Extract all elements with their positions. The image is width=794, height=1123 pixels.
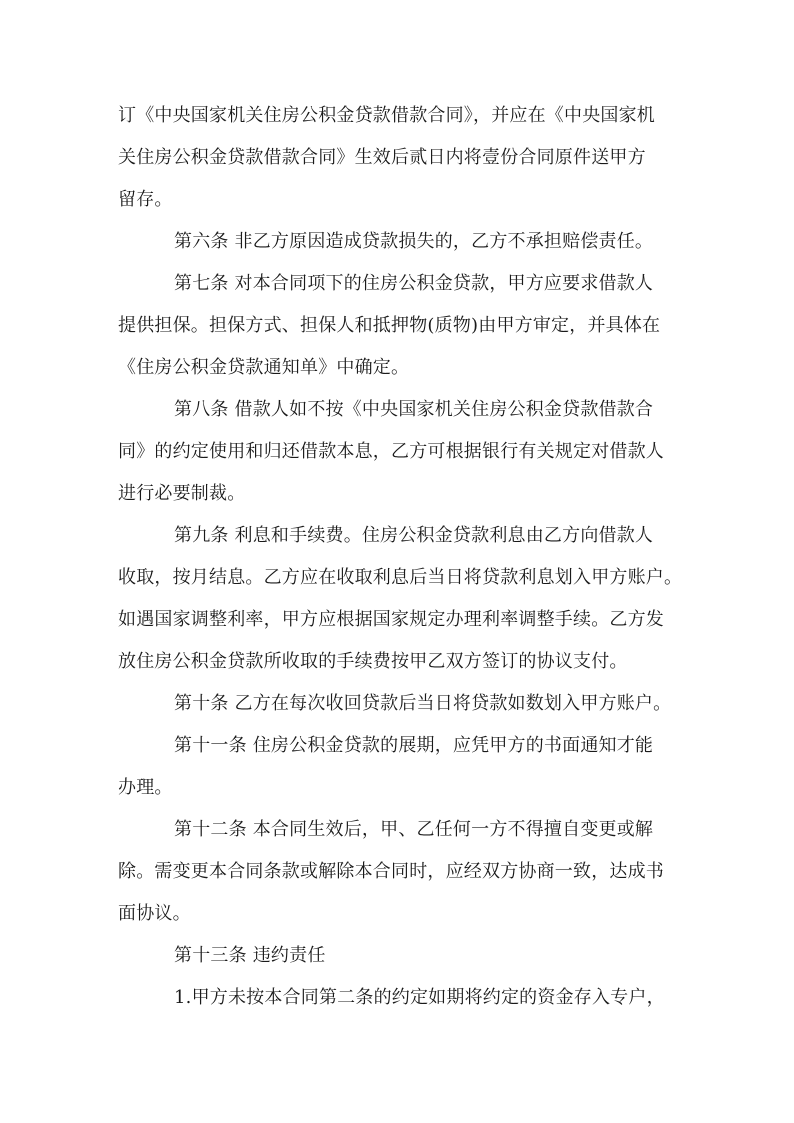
clause-13-heading: 第十三条 违约责任 (174, 945, 326, 966)
clause-8: 第八条 借款人如不按《中央国家机关住房公积金贷款借款合 (174, 399, 654, 420)
text-line: 收取，按月结息。乙方应在收取利息后当日将贷款利息划入甲方账户。 (118, 567, 683, 588)
text-line: 进行必要制裁。 (118, 483, 246, 504)
text-line: 同》的约定使用和归还借款本息，乙方可根据银行有关规定对借款人 (118, 441, 664, 462)
text-line: 如遇国家调整利率，甲方应根据国家规定办理利率调整手续。乙方发 (118, 609, 664, 630)
text-line: 提供担保。担保方式、担保人和抵押物(质物)由甲方审定，并具体在 (118, 315, 661, 336)
text-line: 放住房公积金贷款所收取的手续费按甲乙双方签订的协议支付。 (118, 651, 628, 672)
text-line: 留存。 (118, 189, 173, 210)
clause-6: 第六条 非乙方原因造成贷款损失的，乙方不承担赔偿责任。 (174, 231, 654, 252)
text-line: 办理。 (118, 777, 173, 798)
text-line: 《住房公积金贷款通知单》中确定。 (118, 357, 410, 378)
clause-7: 第七条 对本合同项下的住房公积金贷款，甲方应要求借款人 (174, 273, 654, 294)
clause-10: 第十条 乙方在每次收回贷款后当日将贷款如数划入甲方账户。 (174, 693, 672, 714)
clause-11: 第十一条 住房公积金贷款的展期，应凭甲方的书面通知才能 (174, 735, 654, 756)
text-line: 除。需变更本合同条款或解除本合同时，应经双方协商一致，达成书 (118, 861, 664, 882)
clause-12: 第十二条 本合同生效后，甲、乙任何一方不得擅自变更或解 (174, 819, 654, 840)
text-line: 订《中央国家机关住房公积金贷款借款合同》，并应在《中央国家机 (118, 105, 655, 126)
clause-9: 第九条 利息和手续费。住房公积金贷款利息由乙方向借款人 (174, 525, 654, 546)
text-line: 面协议。 (118, 903, 191, 924)
text-line: 关住房公积金贷款借款合同》生效后贰日内将壹份合同原件送甲方 (118, 147, 646, 168)
clause-13-item-1: 1.甲方未按本合同第二条的约定如期将约定的资金存入专户， (174, 987, 665, 1008)
